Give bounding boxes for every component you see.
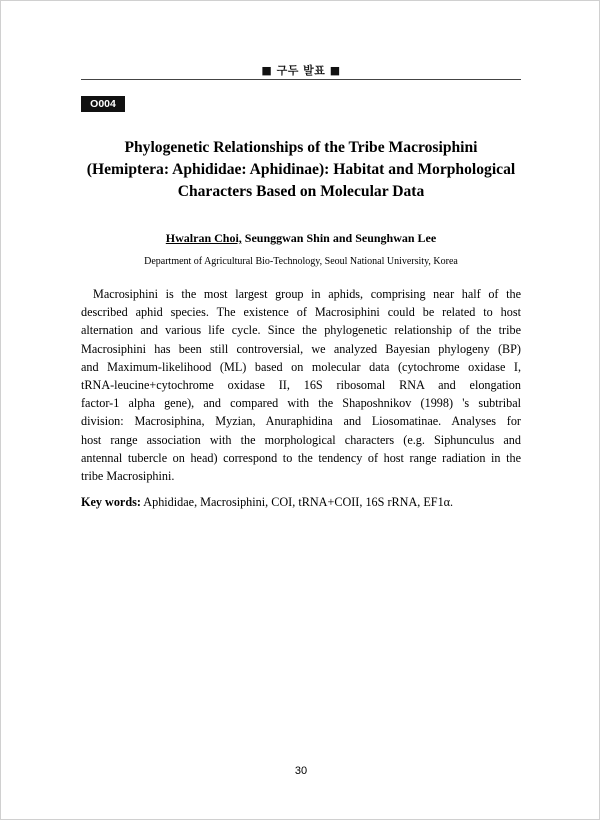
keywords-text: Aphididae, Macrosiphini, COI, tRNA+COII, 16S rRNA, EF1α. [140,495,454,509]
abstract-line: tRNA-leucine+cytochrome oxidase II, 16S ribosomal RNA and elongation [81,378,521,393]
abstract-line: alternation and various life cycle. Since the phylogenetic relationship of the tribe [81,323,521,338]
abstract-line: division: Macrosiphina, Myzian, Anuraphidina and Liosomatinae. Analyses for [81,414,521,429]
paper-title [61,137,541,203]
abstract-line: and Maximum-likelihood (ML) based on molecular data (cytochrome oxidase I, [81,359,521,374]
title-line: Characters Based on Molecular Data [177,183,425,200]
title-line: Phylogenetic Relationships of the Tribe Macrosiphini [124,139,478,156]
abstract-line: described aphid species. The existence of Macrosiphini could be related to host [81,305,521,320]
abstract-line: antennal tubercle on head) correspond to the tendency of host range radiation in the [81,450,521,465]
author-list [81,231,521,246]
abstract-line: Macrosiphini is the most largest group in aphids, comprising near half of the [93,287,521,301]
author-affiliation: Department of Agricultural Bio-Technology, Seoul National University, Korea [144,256,458,267]
abstract-body [81,285,521,485]
keywords [81,495,521,510]
abstract-code-badge: O004 [81,96,125,112]
page-number: 30 [294,765,308,777]
abstract-line: host range association with the morphological characters (e.g. Siphunculus and [81,432,521,447]
keywords-label: Key words: [81,495,141,509]
title-line: (Hemiptera: Aphididae: Aphidinae): Habitat and Morphological [86,161,516,178]
abstract-line: tribe Macrosiphini. [81,469,175,484]
header-divider [81,79,521,80]
presenting-author: Hwalran Choi, [165,231,242,245]
co-authors: Seunggwan Shin and Seunghwan Lee [241,231,437,245]
section-header: ■ 구두 발표 ■ [261,64,341,77]
abstract-line: factor-1 alpha gene), and compared with the Shaposhnikov (1998) 's subtribal [81,396,521,411]
abstract-line: Macrosiphini has been still controversial, we analyzed Bayesian phylogeny (BP) [81,341,521,356]
